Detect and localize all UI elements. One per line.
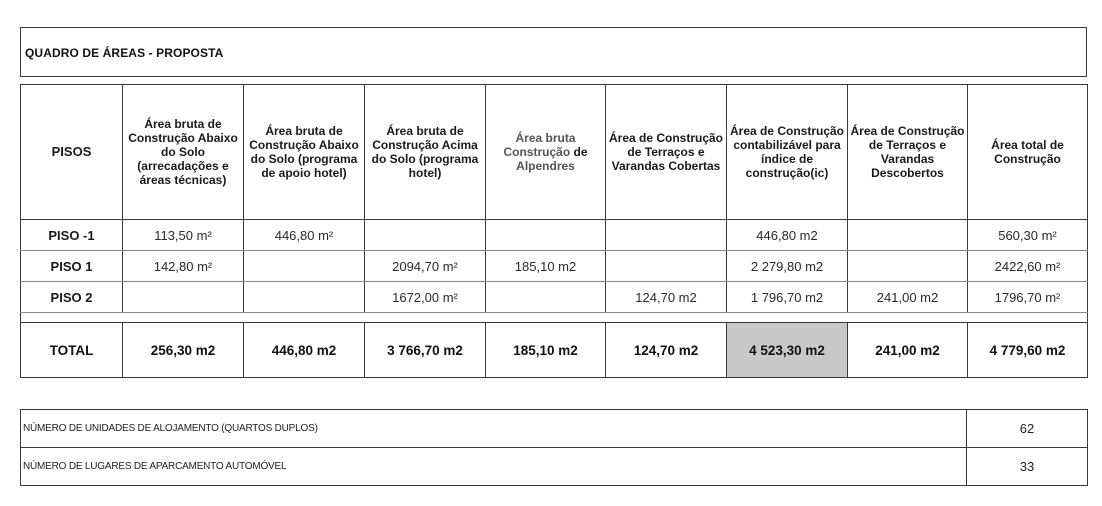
separator-cell: [21, 313, 1088, 323]
document-title: QUADRO DE ÁREAS - PROPOSTA: [25, 46, 224, 60]
title-box: [20, 27, 1087, 77]
total-terracos-descobertos: 241,00 m2: [848, 323, 968, 378]
floor-label: PISO 1: [21, 251, 123, 282]
total-abaixo-apoio: 446,80 m2: [244, 323, 365, 378]
total-area-total: 4 779,60 m2: [968, 323, 1088, 378]
cell-terracos-descobertos: [848, 220, 968, 251]
summary-label-aparcamento: NÚMERO DE LUGARES DE APARCAMENTO AUTOMÓVEL: [21, 448, 967, 486]
cell-acima-hotel: 2094,70 m²: [365, 251, 486, 282]
cell-area-total: 1796,70 m²: [968, 282, 1088, 313]
alpendres-label-part1: Área bruta: [515, 131, 576, 145]
summary-label-alojamento: NÚMERO DE UNIDADES DE ALOJAMENTO (QUARTOS DUPLOS): [21, 410, 967, 448]
cell-abaixo-arrecadacoes: 142,80 m²: [123, 251, 244, 282]
cell-terracos-cobertas: [606, 251, 727, 282]
cell-contabilizavel-ic: 1 796,70 m2: [727, 282, 848, 313]
cell-abaixo-apoio: [244, 251, 365, 282]
cell-alpendres: [486, 220, 606, 251]
summary-row-alojamento: [21, 410, 1088, 448]
summary-value-alojamento: 62: [967, 410, 1088, 448]
cell-abaixo-apoio: 446,80 m²: [244, 220, 365, 251]
cell-abaixo-apoio: [244, 282, 365, 313]
total-alpendres: 185,10 m2: [486, 323, 606, 378]
cell-terracos-cobertas: 124,70 m2: [606, 282, 727, 313]
areas-table: [20, 84, 1088, 378]
column-header-acima-hotel: Área bruta de Construção Acima do Solo (programa hotel): [365, 85, 486, 220]
separator-row: [21, 313, 1088, 323]
cell-area-total: 2422,60 m²: [968, 251, 1088, 282]
alpendres-label-part3: de: [573, 145, 588, 159]
alpendres-label-part2: Construção: [503, 145, 571, 159]
column-header-terracos-cobertas: Área de Construção de Terraços e Varandas Cobertas: [606, 85, 727, 220]
total-acima-hotel: 3 766,70 m2: [365, 323, 486, 378]
floor-label: PISO 2: [21, 282, 123, 313]
column-header-pisos: PISOS: [21, 85, 123, 220]
total-terracos-cobertas: 124,70 m2: [606, 323, 727, 378]
table-row: [21, 282, 1088, 313]
summary-table: [20, 409, 1088, 486]
column-header-area-total: Área total de Construção: [968, 85, 1088, 220]
cell-abaixo-arrecadacoes: [123, 282, 244, 313]
cell-alpendres: [486, 282, 606, 313]
total-contabilizavel-ic-highlighted: 4 523,30 m2: [727, 323, 848, 378]
table-row: [21, 220, 1088, 251]
cell-terracos-descobertos: [848, 251, 968, 282]
floor-label: PISO -1: [21, 220, 123, 251]
cell-contabilizavel-ic: 446,80 m2: [727, 220, 848, 251]
column-header-alpendres: [486, 85, 606, 220]
total-abaixo-arrecadacoes: 256,30 m2: [123, 323, 244, 378]
cell-terracos-descobertos: 241,00 m2: [848, 282, 968, 313]
column-header-contabilizavel-ic: Área de Construção contabilizável para índice de construção(ic): [727, 85, 848, 220]
summary-row-aparcamento: [21, 448, 1088, 486]
cell-alpendres: 185,10 m2: [486, 251, 606, 282]
cell-area-total: 560,30 m²: [968, 220, 1088, 251]
column-header-abaixo-apoio: Área bruta de Construção Abaixo do Solo (programa de apoio hotel): [244, 85, 365, 220]
alpendres-label-part4: Alpendres: [516, 159, 575, 173]
cell-acima-hotel: 1672,00 m²: [365, 282, 486, 313]
total-row: [21, 323, 1088, 378]
total-label: TOTAL: [21, 323, 123, 378]
cell-contabilizavel-ic: 2 279,80 m2: [727, 251, 848, 282]
summary-value-aparcamento: 33: [967, 448, 1088, 486]
column-header-terracos-descobertos: Área de Construção de Terraços e Varandas Descobertos: [848, 85, 968, 220]
header-row: [21, 85, 1088, 220]
column-header-abaixo-arrecadacoes: Área bruta de Construção Abaixo do Solo (arrecadações e áreas técnicas): [123, 85, 244, 220]
cell-acima-hotel: [365, 220, 486, 251]
table-row: [21, 251, 1088, 282]
cell-abaixo-arrecadacoes: 113,50 m²: [123, 220, 244, 251]
cell-terracos-cobertas: [606, 220, 727, 251]
